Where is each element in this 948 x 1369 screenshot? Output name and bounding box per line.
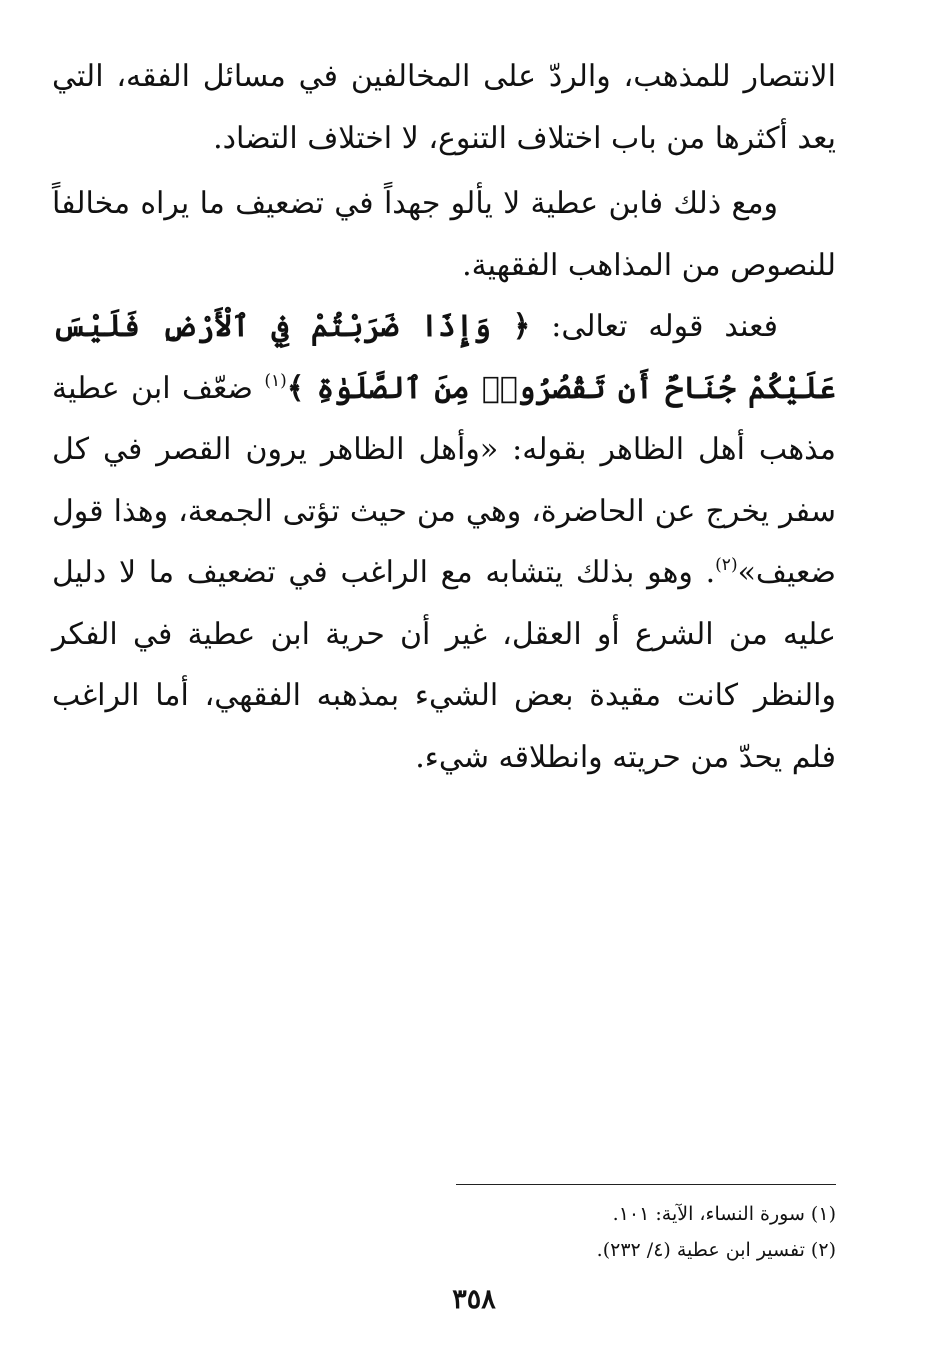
footnote-2: (٢) تفسير ابن عطية (٤/ ٢٣٢). [596,1239,836,1261]
paragraph-3-lead: فعند قوله تعالى: [530,309,778,344]
paragraph-3-tail: . وهو بذلك يتشابه مع الراغب في تضعيف ما لا دليل عليه من الشرع أو العقل، غير أن حرية ابن عطية في الفكر والنظر كانت مقيدة بعض الشيء بمذهبه الفقهي، أما الراغب فلم يحدّ من حريته وانطلاقه شيء. [52,555,836,775]
main-text [52,46,836,788]
footnote-ref-1[interactable]: (١) [264,370,287,391]
footnote-divider [456,1184,836,1185]
footnote-ref-2[interactable]: (٢) [715,555,738,575]
paragraph-2: ومع ذلك فابن عطية لا يألو جهداً في تضعيف ما يراه مخالفاً للنصوص من المذاهب الفقهية. [52,186,836,283]
page-number: ٣٥٨ [452,1284,496,1315]
paragraph-1: الانتصار للمذهب، والردّ على المخالفين في مسائل الفقه، التي يعد أكثرها من باب اختلاف التنوع، لا اختلاف التضاد. [52,59,836,156]
paragraph-3 [52,296,836,788]
footnote-1: (١) سورة النساء، الآية: ١٠١. [612,1203,836,1225]
paragraph-3-quote: ضعّف ابن عطية مذهب أهل الظاهر بقوله: «وأهل الظاهر يرون القصر في كل سفر يخرج عن الحاضرة، وهي من حيث تؤتى الجمعة، وهذا قول ضعيف» [52,370,836,590]
quran-verse: ﴿ وَإِذَا ضَرَبْتُمْ فِي ٱلْأَرْضِ فَلَيْسَ عَلَيْكُمْ جُنَاحٌ أَن تَقْصُرُوا۟ مِنَ ٱلصَّلَوٰةِ ﴾ [52,309,837,406]
footnotes [400,1196,836,1268]
